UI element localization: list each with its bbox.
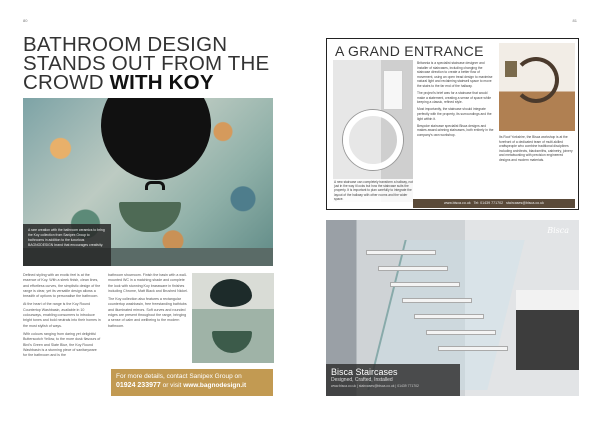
paragraph: At the heart of the range is the Koy Round Countertop Washbasin, available in 10 colourways, enabling consumers to introduce bright tones and bold neutrals into their homes in the most stylish of ways. xyxy=(23,302,101,328)
title-line-2: STANDS OUT FROM THE xyxy=(23,52,270,75)
bisca-subtitle: Designed, Crafted, Installed xyxy=(331,377,393,383)
grand-contact-bar xyxy=(413,199,575,208)
contact-phone: Tel: 01439 771702 xyxy=(473,201,504,205)
staircase-curve xyxy=(343,110,403,170)
feature-title xyxy=(23,35,293,92)
stair-step xyxy=(402,298,472,303)
title-line-3: CROWD xyxy=(23,71,110,94)
black-tap xyxy=(145,181,165,190)
kitchen-island xyxy=(516,310,579,370)
grand-column-1 xyxy=(417,61,495,140)
window xyxy=(383,70,403,110)
paragraph: The Koy collection also features a rectangular countertop washbasin, free freestanding bathtubs and illuminated mirrors. Soft curves and rounded edges are present throughout the range, bringing a sense of calm and wellbeing to the modern bathroom. xyxy=(108,297,187,328)
staircase-curve xyxy=(513,57,559,103)
bisca-contact[interactable]: www.bisca.co.uk | staircases@bisca.co.uk | 01439 771702 xyxy=(331,384,419,388)
wooden-staircase-image xyxy=(499,43,575,131)
bisca-band xyxy=(326,364,460,396)
grand-entrance-panel xyxy=(326,38,579,210)
bisca-staircase-ad xyxy=(326,220,579,396)
stair-step xyxy=(390,282,460,287)
feature-column-1 xyxy=(23,273,101,361)
contact-email-link[interactable]: staircases@bisca.co.uk xyxy=(506,201,544,205)
stair-step xyxy=(414,314,484,319)
contact-website-link[interactable]: www.bisca.co.uk xyxy=(444,201,471,205)
paragraph: bathroom showroom. Finish the basin with a wall-mounted WC in a matching shade and complete the look with stunning Koy brassware in finishes including Chrome, Matt Black and Brushed Nickel. xyxy=(108,273,188,293)
kitchen-cabinets xyxy=(516,290,579,310)
stair-step xyxy=(378,266,448,271)
stair-step xyxy=(438,346,508,351)
round-mirror xyxy=(101,98,211,180)
stair-step xyxy=(366,250,436,255)
koy-basin-thumbnail xyxy=(192,273,274,363)
paragraph: With colours ranging from daring yet delightful Butterscotch Yellow, to the more dusk flavours of Bird's Green and Slate Blue, the Koy Round Washbasin is a stunning piece of sanitaryware for the bathroom and is the xyxy=(23,331,101,358)
paragraph: Bespoke staircase specialist Bisca designs and makes award-winning staircases, both entirely in the company's own workshop. xyxy=(417,123,494,137)
paragraph: Defined styling with an exotic feel is at the essence of Koy. With a sleek finish, clean lines, and effortless curves, the simplistic design of the range is clear, yet its versatile design allows a breadth of options to personalise the bathroom. xyxy=(23,273,101,299)
title-line-1: BATHROOM DESIGN xyxy=(23,33,228,56)
basin-shape xyxy=(212,331,252,353)
contact-promo-box xyxy=(111,369,273,396)
promo-text: For more details, contact Sanipex Group on xyxy=(116,373,242,380)
paragraph: Its Roof Yorkshire, the Bisca workshop is at the forefront of a dedicated team of multi-skilled craftspeople who combine traditional disciplines including architects, blacksmiths, cabinetry, joinery and metalworking with precision engineered designs and modern materials. xyxy=(499,135,573,162)
bisca-logo: Bisca xyxy=(547,226,569,235)
paragraph: The project's brief was for a staircase that would make a statement, creating a sense of space while keeping a classic, refined style. xyxy=(417,91,492,105)
green-washbasin xyxy=(119,202,181,232)
hero-caption: A rare creation with the bathroom ceramics to bring the Koy collection from Sanipex Group to bathrooms in addition to the luxurious BAGNODESIGN brand that encourages creativity. xyxy=(23,224,111,266)
title-bold: WITH KOY xyxy=(109,71,214,94)
page-number-right: 81 xyxy=(572,18,577,23)
promo-or: or visit xyxy=(160,381,184,389)
paragraph: Most importantly, the staircase should integrate perfectly with the property, its surroundings and the light within it. xyxy=(417,107,492,121)
bisca-title: Bisca Staircases xyxy=(331,367,398,377)
stair-step xyxy=(426,330,496,335)
promo-website-link[interactable]: www.bagnodesign.it xyxy=(183,381,247,389)
page-number-left: 80 xyxy=(23,18,28,23)
mirror-shape xyxy=(210,279,252,307)
grand-column-2 xyxy=(499,135,575,165)
koy-bathroom-image xyxy=(23,98,273,266)
promo-phone[interactable]: 01924 233977 xyxy=(116,381,161,389)
feature-column-2 xyxy=(108,273,188,332)
paragraph: Britannia is a specialist staircase designer and installer of staircases, including changing the staircase direction to create a better flow of movement, using an open tread design to maximise natural light and reclaiming stairwell space to move the stairs to the far end of the hallway. xyxy=(417,61,493,88)
grand-entrance-title: A GRAND ENTRANCE xyxy=(335,43,484,59)
staircase-caption: A new staircase can completely transform a hallway, not just in the way it looks but how the staircase suits the property. It is important to plan carefully to integrate the layout of the hallway with other rooms and the wider space. xyxy=(333,179,415,202)
